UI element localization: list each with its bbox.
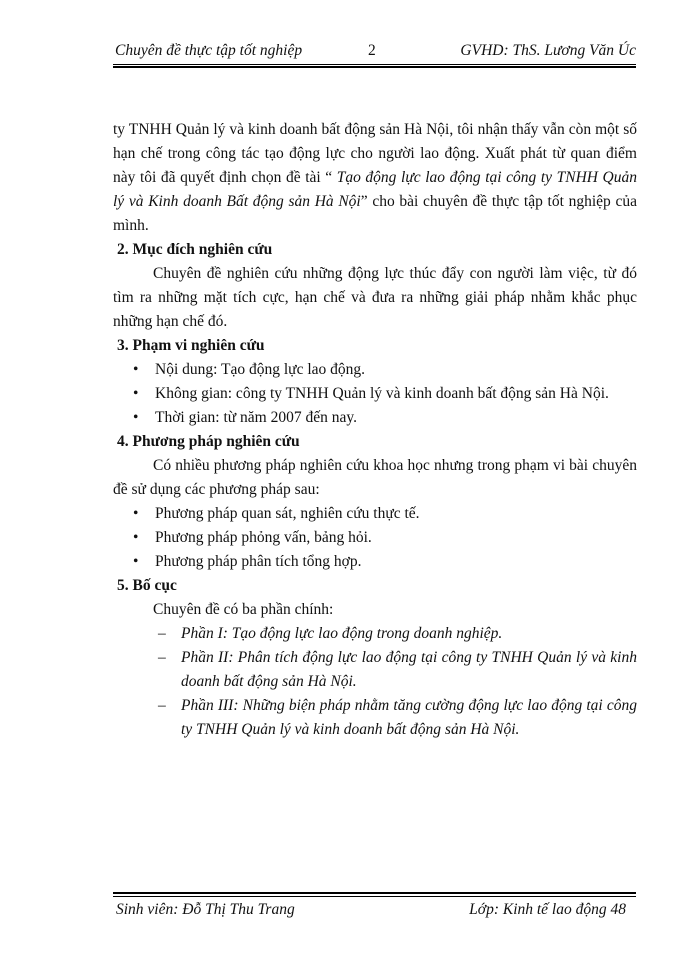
section-5-heading: 5. Bố cục <box>117 577 177 594</box>
page-number: 2 <box>368 42 376 59</box>
bullet-icon: • <box>133 553 139 570</box>
topic-title: Tạo động lực lao động tại công ty TNHH Quản lý và Kinh doanh Bất động sản Hà Nội <box>113 169 637 210</box>
dash-icon: – <box>158 625 166 642</box>
bullet-icon: • <box>133 505 139 522</box>
method-item: • Phương pháp quan sát, nghiên cứu thực tế. <box>113 502 637 526</box>
dash-icon: – <box>158 697 166 714</box>
method-item: • Phương pháp phỏng vấn, bảng hỏi. <box>113 526 637 550</box>
section-2-body: Chuyên đề nghiên cứu những động lực thúc đẩy con người làm việc, từ đó tìm ra những mặt tích cực, hạn chế và đưa ra những giải pháp nhằm khắc phục những hạn chế đó. <box>113 265 637 330</box>
part-item: – Phần II: Phân tích động lực lao động tại công ty TNHH Quản lý và kinh doanh bất động sản Hà Nội. <box>113 646 637 694</box>
page-header <box>113 40 636 64</box>
scope-item: • Thời gian: từ năm 2007 đến nay. <box>113 406 637 430</box>
page-footer <box>113 898 636 922</box>
intro-text-after: ” cho bài chuyên đề thực tập tốt nghiệp của mình. <box>113 193 638 234</box>
intro-text-before: ty TNHH Quản lý và kinh doanh bất động sản Hà Nội, tôi nhận thấy vẫn còn một số hạn chế trong công tác tạo động lực cho người lao động. Xuất phát từ quan điểm này tôi đã quyết định chọn đề tài “ <box>113 121 637 186</box>
bullet-icon: • <box>133 529 139 546</box>
bullet-icon: • <box>133 409 139 426</box>
section-2-heading: 2. Mục đích nghiên cứu <box>117 241 273 258</box>
scope-item: • Không gian: công ty TNHH Quản lý và kinh doanh bất động sản Hà Nội. <box>113 382 637 406</box>
method-item: • Phương pháp phân tích tổng hợp. <box>113 550 637 574</box>
section-4-heading: 4. Phương pháp nghiên cứu <box>117 433 300 450</box>
part-item: – Phần III: Những biện pháp nhằm tăng cường động lực lao động tại công ty TNHH Quản lý và kinh doanh bất động sản Hà Nội. <box>113 694 637 742</box>
intro-paragraph <box>113 118 637 238</box>
footer-student: Sinh viên: Đỗ Thị Thu Trang <box>116 901 295 918</box>
bullet-icon: • <box>133 385 139 402</box>
footer-rule-thick <box>113 892 636 894</box>
section-3-heading: 3. Phạm vi nghiên cứu <box>117 337 265 354</box>
footer-class: Lớp: Kinh tế lao động 48 <box>469 901 626 918</box>
scope-item: • Nội dung: Tạo động lực lao động. <box>113 358 637 382</box>
header-rule-thin <box>113 64 636 65</box>
footer-rule-thin <box>113 896 636 897</box>
part-item: – Phần I: Tạo động lực lao động trong doanh nghiệp. <box>113 622 637 646</box>
bullet-icon: • <box>133 361 139 378</box>
header-rule-thick <box>113 66 636 68</box>
header-title: Chuyên đề thực tập tốt nghiệp <box>115 42 303 59</box>
section-5-body: Chuyên đề có ba phần chính: <box>153 601 334 618</box>
dash-icon: – <box>158 649 166 666</box>
header-advisor: GVHD: ThS. Lương Văn Úc <box>460 42 636 59</box>
section-4-body: Có nhiều phương pháp nghiên cứu khoa học nhưng trong phạm vi bài chuyên đề sử dụng các phương pháp sau: <box>113 457 637 498</box>
page-content <box>113 118 637 742</box>
